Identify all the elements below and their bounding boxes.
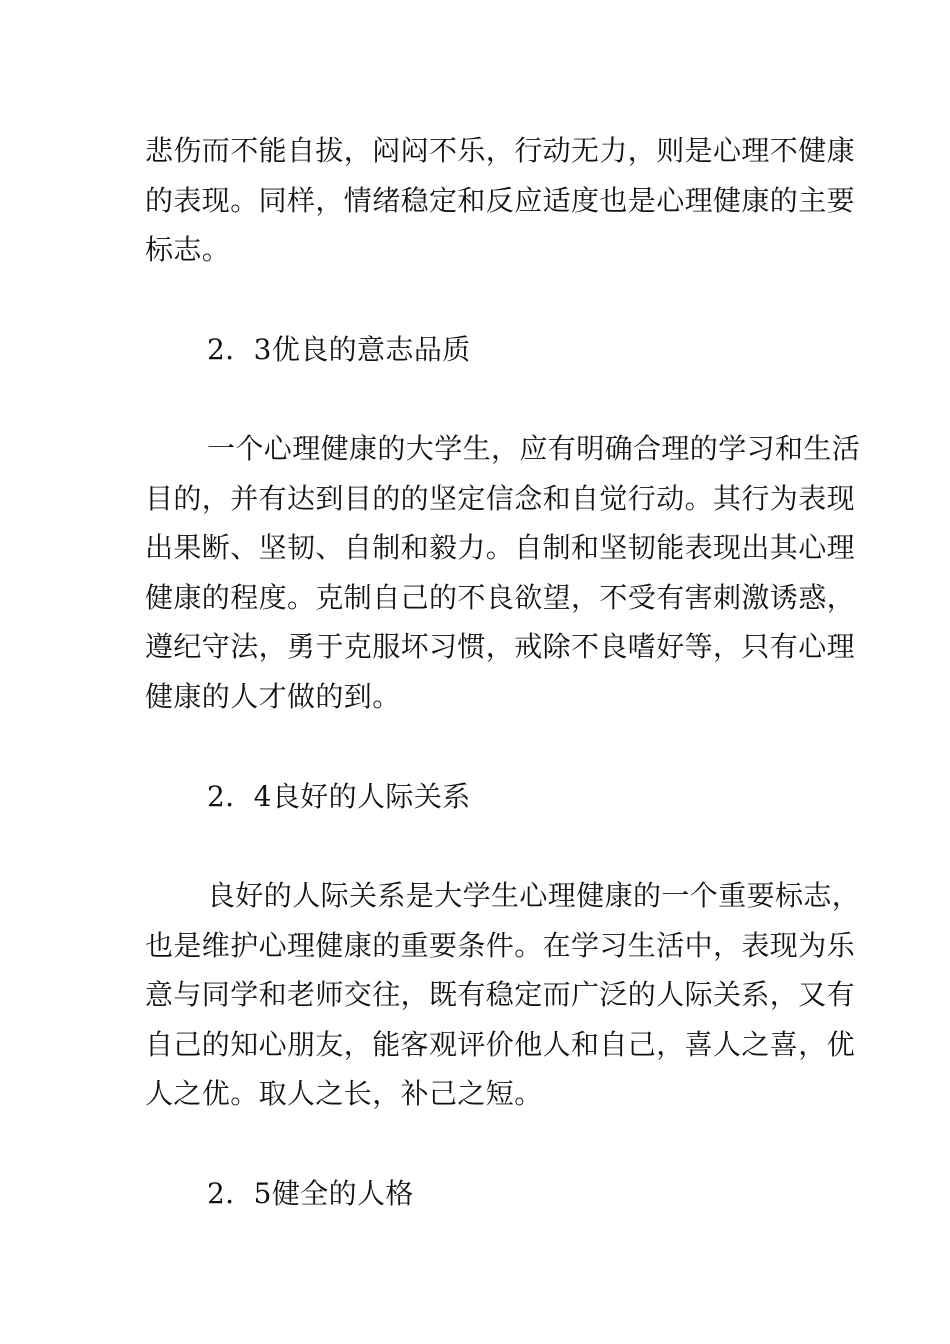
paragraph-line: 健康的人才做的到。 <box>145 679 401 713</box>
section-heading-2-5: 2．5健全的人格 <box>207 1177 414 1210</box>
paragraph-line: 的表现。同样，情绪稳定和反应适度也是心理健康的主要 <box>145 183 856 217</box>
paragraph-line: 遵纪守法，勇于克服坏习惯，戒除不良嗜好等，只有心理 <box>145 630 856 663</box>
paragraph-line: 出果断、坚韧、自制和毅力。自制和坚韧能表现出其心理 <box>145 531 856 564</box>
paragraph-line: 自己的知心朋友，能客观评价他人和自己，喜人之喜，优 <box>145 1027 856 1061</box>
paragraph-line: 意与同学和老师交往，既有稳定而广泛的人际关系，又有 <box>145 978 856 1011</box>
paragraph-line: 目的，并有达到目的的坚定信念和自觉行动。其行为表现 <box>145 481 856 515</box>
paragraph-emotion-continuation <box>145 126 856 275</box>
paragraph-line: 人之优。取人之长，补己之短。 <box>145 1077 543 1110</box>
paragraph-line: 一个心理健康的大学生，应有明确合理的学习和生活 <box>207 432 861 465</box>
paragraph-interpersonal <box>145 871 861 1119</box>
paragraph-will-quality <box>145 424 861 721</box>
paragraph-line: 健康的程度。克制自己的不良欲望，不受有害刺激诱惑， <box>145 580 856 614</box>
paragraph-line: 也是维护心理健康的重要条件。在学习生活中，表现为乐 <box>145 928 856 962</box>
paragraph-line: 悲伤而不能自拔，闷闷不乐，行动无力，则是心理不健康 <box>145 134 856 167</box>
section-heading-2-3: 2．3优良的意志品质 <box>207 333 471 366</box>
paragraph-line: 标志。 <box>145 233 231 266</box>
paragraph-line: 良好的人际关系是大学生心理健康的一个重要标志， <box>207 879 861 912</box>
section-heading-2-4: 2．4良好的人际关系 <box>207 780 471 813</box>
